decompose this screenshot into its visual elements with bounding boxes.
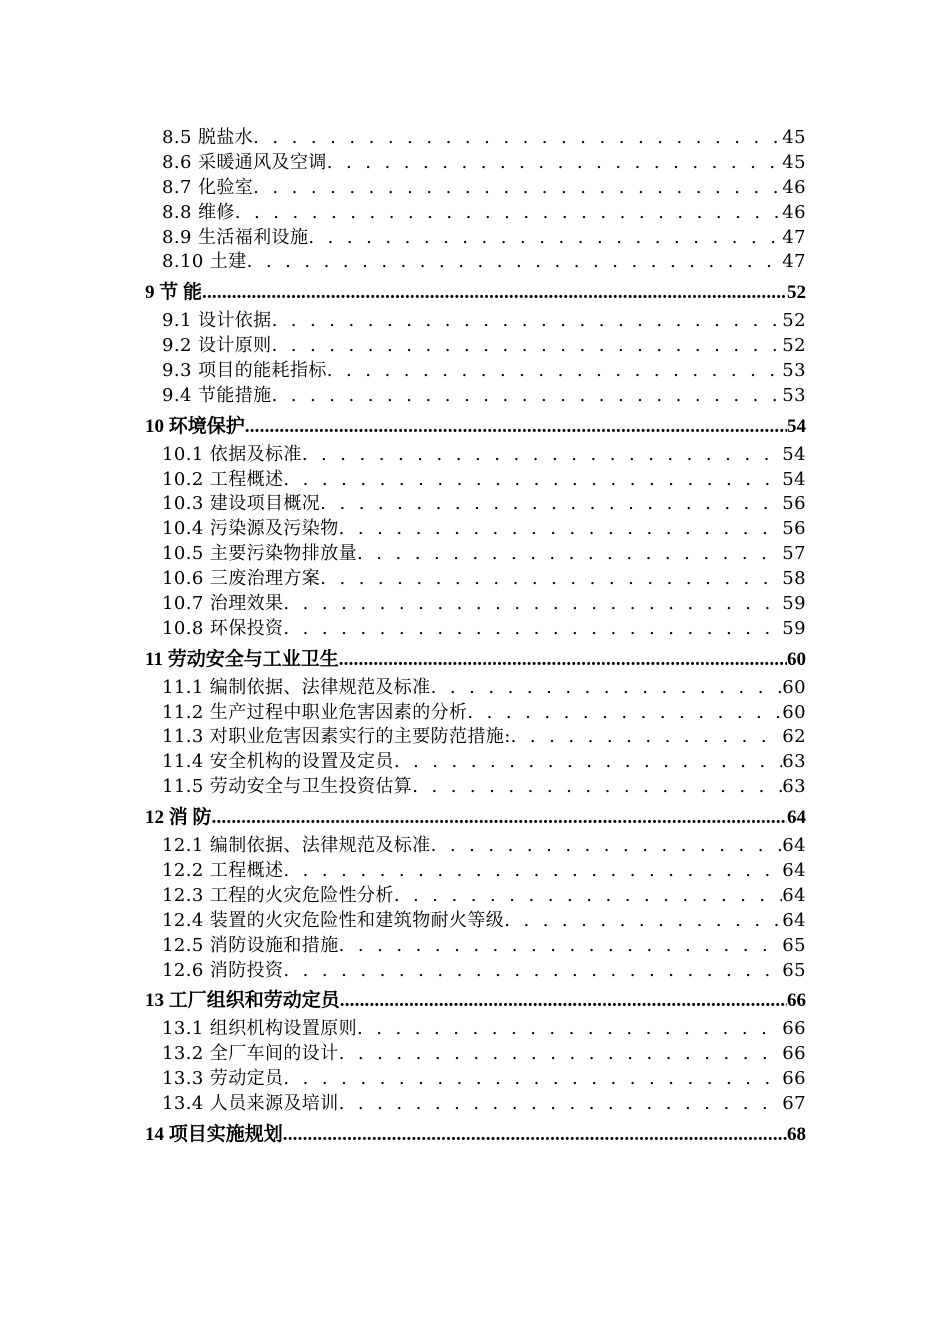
toc-page-number: 62 [782, 726, 806, 748]
toc-page-number: 47 [782, 226, 806, 248]
toc-dot-leader [412, 776, 782, 797]
toc-dot-leader [272, 385, 783, 406]
toc-entry-title: 12.5 消防设施和措施 [162, 934, 339, 956]
toc-chapter-entry[interactable] [145, 985, 806, 1010]
toc-page-number: 45 [782, 151, 806, 173]
toc-page-number: 59 [782, 617, 806, 639]
toc-entry[interactable] [145, 306, 806, 331]
toc-entry[interactable] [145, 198, 806, 223]
toc-page-number: 66 [782, 1018, 806, 1040]
toc-dot-leader [302, 444, 782, 465]
toc-entry-title: 11.4 安全机构的设置及定员 [162, 751, 394, 773]
toc-page-number: 64 [782, 859, 806, 881]
toc-entry-title: 11.5 劳动安全与卫生投资估算 [162, 776, 413, 798]
toc-page-number: 65 [782, 934, 806, 956]
toc-dot-leader [283, 593, 782, 614]
toc-dot-leader [245, 416, 787, 438]
toc-page-number: 53 [782, 384, 806, 406]
toc-entry-title: 8.5 脱盐水 [162, 127, 254, 148]
toc-chapter-title: 11 劳动安全与工业卫生 [145, 648, 339, 670]
table-of-contents [145, 123, 806, 1148]
toc-dot-leader [431, 835, 783, 856]
toc-entry[interactable] [145, 1039, 806, 1064]
toc-dot-leader [283, 1124, 787, 1146]
toc-dot-leader [272, 310, 783, 331]
toc-entry[interactable] [145, 564, 806, 589]
toc-page-number: 64 [787, 807, 806, 829]
toc-chapter-title: 14 项目实施规划 [145, 1123, 283, 1145]
toc-entry-title: 8.7 化验室 [162, 176, 254, 198]
toc-entry[interactable] [145, 772, 806, 797]
toc-entry-title: 12.1 编制依据、法律规范及标准 [162, 835, 431, 857]
toc-page-number: 47 [782, 251, 806, 273]
toc-entry-title: 10.5 主要污染物排放量 [162, 543, 357, 565]
toc-page-number: 63 [782, 751, 806, 773]
toc-page-number: 60 [782, 701, 806, 723]
toc-page-number: 66 [787, 990, 806, 1012]
toc-page-number: 54 [787, 415, 806, 437]
toc-page-number: 54 [782, 443, 806, 465]
toc-dot-leader [394, 751, 782, 772]
toc-entry-title: 10.4 污染源及污染物 [162, 518, 339, 540]
toc-entry[interactable] [145, 465, 806, 490]
toc-page-number: 52 [782, 310, 806, 332]
toc-entry[interactable] [145, 173, 806, 198]
toc-entry[interactable] [145, 123, 806, 148]
toc-entry[interactable] [145, 489, 806, 514]
toc-dot-leader [247, 251, 783, 272]
toc-page-number: 66 [782, 1043, 806, 1065]
toc-entry[interactable] [145, 831, 806, 856]
toc-dot-leader [511, 726, 783, 747]
toc-page-number: 64 [782, 909, 806, 931]
toc-entry-title: 10.2 工程概述 [162, 468, 284, 490]
toc-dot-leader [283, 469, 782, 490]
toc-entry-title: 12.2 工程概述 [162, 859, 284, 881]
toc-entry[interactable] [145, 881, 806, 906]
toc-dot-leader [394, 885, 782, 906]
toc-entry[interactable] [145, 440, 806, 465]
toc-page-number: 60 [787, 648, 806, 670]
toc-page-number: 67 [782, 1092, 806, 1114]
toc-entry-title: 10.7 治理效果 [162, 593, 284, 615]
toc-entry[interactable] [145, 356, 806, 381]
toc-page-number: 45 [782, 127, 806, 148]
toc-page-number: 66 [782, 1068, 806, 1090]
toc-chapter-entry[interactable] [145, 644, 806, 669]
toc-dot-leader [340, 990, 787, 1012]
toc-dot-leader [283, 1068, 782, 1089]
toc-page-number: 58 [782, 568, 806, 590]
toc-entry[interactable] [145, 331, 806, 356]
toc-page-number: 52 [782, 335, 806, 357]
toc-page-number: 60 [782, 676, 806, 698]
toc-entry-title: 12.4 装置的火灾危险性和建筑物耐火等级 [162, 909, 505, 931]
toc-entry-title: 13.2 全厂车间的设计 [162, 1043, 339, 1065]
toc-page-number: 54 [782, 468, 806, 490]
toc-entry-title: 9.3 项目的能耗指标 [162, 360, 327, 382]
toc-dot-leader [339, 518, 783, 539]
toc-page-number: 46 [782, 201, 806, 223]
toc-chapter-title: 12 消 防 [145, 807, 212, 829]
toc-dot-leader [339, 1093, 783, 1114]
toc-entry[interactable] [145, 247, 806, 272]
toc-entry-title: 8.6 采暖通风及空调 [162, 151, 327, 173]
toc-dot-leader [272, 335, 783, 356]
toc-entry[interactable] [145, 223, 806, 248]
toc-dot-leader [339, 649, 787, 671]
toc-entry[interactable] [145, 747, 806, 772]
toc-dot-leader [504, 910, 782, 931]
toc-entry-title: 8.8 维修 [162, 201, 235, 223]
toc-page-number: 57 [782, 543, 806, 565]
toc-chapter-entry[interactable] [145, 277, 806, 302]
toc-entry-title: 11.2 生产过程中职业危害因素的分析 [162, 701, 468, 723]
toc-dot-leader [339, 1043, 783, 1064]
toc-page-number: 64 [782, 884, 806, 906]
toc-dot-leader [357, 1018, 782, 1039]
toc-entry-title: 12.6 消防投资 [162, 959, 284, 981]
toc-dot-leader [253, 127, 782, 148]
toc-entry[interactable] [145, 589, 806, 614]
toc-dot-leader [283, 618, 782, 639]
toc-entry[interactable] [145, 673, 806, 698]
toc-entry[interactable] [145, 1089, 806, 1114]
toc-entry-title: 10.3 建设项目概况 [162, 493, 321, 515]
toc-entry[interactable] [145, 148, 806, 173]
toc-entry[interactable] [145, 931, 806, 956]
toc-entry[interactable] [145, 381, 806, 406]
toc-entry[interactable] [145, 722, 806, 747]
toc-entry-title: 9.2 设计原则 [162, 335, 272, 357]
toc-entry-title: 11.1 编制依据、法律规范及标准 [162, 676, 431, 698]
toc-entry-title: 10.6 三废治理方案 [162, 568, 321, 590]
toc-entry[interactable] [145, 539, 806, 564]
toc-entry-title: 11.3 对职业危害因素实行的主要防范措施: [162, 726, 511, 748]
toc-entry[interactable] [145, 1014, 806, 1039]
toc-dot-leader [283, 860, 782, 881]
toc-entry[interactable] [145, 698, 806, 723]
toc-entry[interactable] [145, 1064, 806, 1089]
toc-page-number: 63 [782, 776, 806, 798]
toc-entry-title: 9.1 设计依据 [162, 310, 272, 332]
toc-page-number: 64 [782, 835, 806, 857]
toc-dot-leader [283, 960, 782, 981]
toc-dot-leader [431, 677, 783, 698]
toc-chapter-entry[interactable] [145, 1119, 806, 1144]
toc-dot-leader [320, 493, 782, 514]
toc-entry-title: 10.1 依据及标准 [162, 443, 302, 465]
toc-dot-leader [327, 360, 783, 381]
toc-entry[interactable] [145, 956, 806, 981]
toc-dot-leader [202, 282, 787, 304]
toc-dot-leader [327, 152, 783, 173]
toc-entry[interactable] [145, 614, 806, 639]
toc-entry-title: 8.10 土建 [162, 251, 247, 273]
toc-entry-title: 9.4 节能措施 [162, 384, 272, 406]
toc-page-number: 53 [782, 360, 806, 382]
toc-dot-leader [235, 202, 783, 223]
toc-entry[interactable] [145, 856, 806, 881]
toc-chapter-title: 13 工厂组织和劳动定员 [145, 990, 340, 1012]
toc-entry-title: 13.4 人员来源及培训 [162, 1092, 339, 1114]
toc-dot-leader [357, 543, 782, 564]
toc-dot-leader [339, 935, 783, 956]
toc-page-number: 56 [782, 518, 806, 540]
toc-chapter-title: 9 节 能 [145, 282, 203, 304]
toc-page-number: 65 [782, 959, 806, 981]
toc-page-number: 59 [782, 593, 806, 615]
toc-entry-title: 13.3 劳动定员 [162, 1068, 284, 1090]
toc-chapter-entry[interactable] [145, 802, 806, 827]
toc-page-number: 46 [782, 176, 806, 198]
toc-chapter-title: 10 环境保护 [145, 415, 245, 437]
toc-entry-title: 12.3 工程的火灾危险性分析 [162, 884, 394, 906]
toc-page-number: 68 [787, 1123, 806, 1145]
toc-page-number: 56 [782, 493, 806, 515]
toc-dot-leader [253, 177, 782, 198]
toc-dot-leader [308, 227, 782, 248]
toc-dot-leader [320, 568, 782, 589]
toc-entry[interactable] [145, 906, 806, 931]
toc-entry[interactable] [145, 514, 806, 539]
toc-dot-leader [212, 807, 787, 829]
toc-chapter-entry[interactable] [145, 411, 806, 436]
toc-dot-leader [467, 702, 782, 723]
toc-entry-title: 8.9 生活福利设施 [162, 226, 309, 248]
toc-entry-title: 10.8 环保投资 [162, 617, 284, 639]
toc-entry-title: 13.1 组织机构设置原则 [162, 1018, 357, 1040]
toc-page-number: 52 [787, 282, 806, 304]
